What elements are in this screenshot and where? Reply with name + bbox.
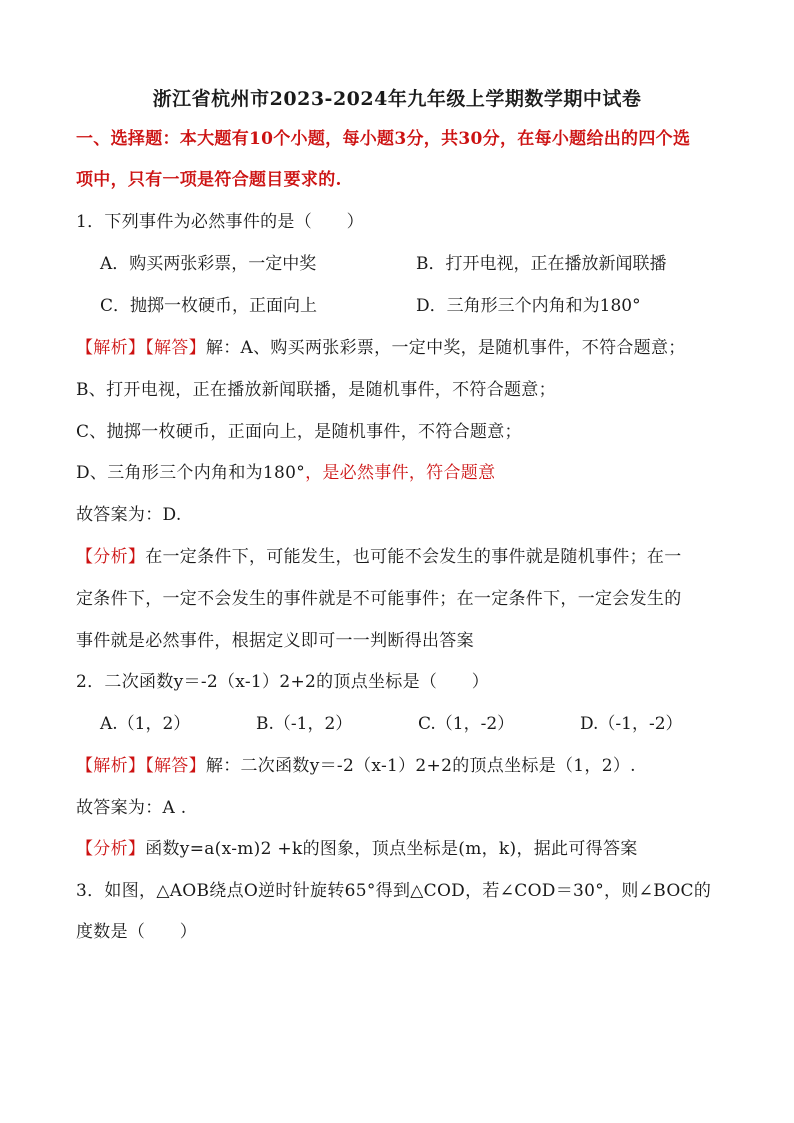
q1-analysis-line-1 xyxy=(76,336,736,360)
q1-analysis-line-3: C、抛掷一枚硬币，正面向上，是随机事件，不符合题意； xyxy=(76,422,522,442)
q3-stem-line-2: 度数是（ ） xyxy=(76,922,198,942)
q1-fenxi-line-1 xyxy=(76,545,736,569)
q3-stem-line-1: 3．如图，△AOB绕点O逆时针旋转65°得到△COD，若∠COD＝30°，则∠BOC的 xyxy=(76,881,712,901)
q2-stem: 2．二次函数y＝-2（x-1）2+2的顶点坐标是（ ） xyxy=(76,672,490,692)
q1-option-b: B．打开电视，正在播放新闻联播 xyxy=(416,254,667,274)
analysis-text: 解：二次函数y＝-2（x-1）2+2的顶点坐标是（1，2）. xyxy=(205,756,636,776)
section-heading-line-1: 一、选择题：本大题有10个小题，每小题3分，共30分，在每小题给出的四个选 xyxy=(76,129,691,149)
analysis-tag: 【解析】 xyxy=(76,338,146,358)
q1-answer-line: 故答案为：D. xyxy=(76,505,182,525)
q1-analysis-line-2: B、打开电视，正在播放新闻联播，是随机事件，不符合题意； xyxy=(76,380,556,400)
fenxi-tag: 【分析】 xyxy=(76,547,146,567)
page-title: 浙江省杭州市2023-2024年九年级上学期数学期中试卷 xyxy=(152,88,642,110)
q1-option-d: D．三角形三个内角和为180° xyxy=(416,296,641,316)
q2-option-b: B.（-1，2） xyxy=(256,714,353,734)
q1-fenxi-line-2: 定条件下，一定不会发生的事件就是不可能事件；在一定条件下，一定会发生的 xyxy=(76,589,682,609)
q2-answer-line: 故答案为：A . xyxy=(76,798,187,818)
answer-tag: 【解答】 xyxy=(145,338,206,358)
q2-option-c: C.（1，-2） xyxy=(418,714,515,734)
section-heading-line-2: 项中，只有一项是符合题目要求的. xyxy=(76,170,342,190)
q1-option-c: C．抛掷一枚硬币，正面向上 xyxy=(100,296,318,316)
fenxi-tag: 【分析】 xyxy=(76,839,146,859)
q1-option-a: A．购买两张彩票，一定中奖 xyxy=(100,254,317,274)
analysis-text: 解：A、购买两张彩票，一定中奖，是随机事件，不符合题意； xyxy=(205,338,686,358)
fenxi-text: 函数y=a(x-m)2 +k的图象，顶点坐标是(m，k)，据此可得答案 xyxy=(145,839,638,859)
q2-fenxi-line-1 xyxy=(76,837,736,861)
analysis-tag: 【解析】 xyxy=(76,756,146,776)
q1-analysis-line-4 xyxy=(76,461,736,485)
q2-option-d: D.（-1，-2） xyxy=(580,714,683,734)
q2-option-a: A.（1，2） xyxy=(100,714,191,734)
analysis-text: D、三角形三个内角和为180° xyxy=(76,463,306,483)
q1-fenxi-line-3: 事件就是必然事件，根据定义即可一一判断得出答案 xyxy=(76,631,474,651)
answer-tag: 【解答】 xyxy=(145,756,206,776)
analysis-text-highlight: ，是必然事件，符合题意 xyxy=(305,463,496,483)
q2-analysis-line-1 xyxy=(76,754,736,778)
q1-stem: 1．下列事件为必然事件的是（ ） xyxy=(76,212,364,232)
fenxi-text: 在一定条件下，可能发生，也可能不会发生的事件就是随机事件；在一 xyxy=(145,547,682,567)
